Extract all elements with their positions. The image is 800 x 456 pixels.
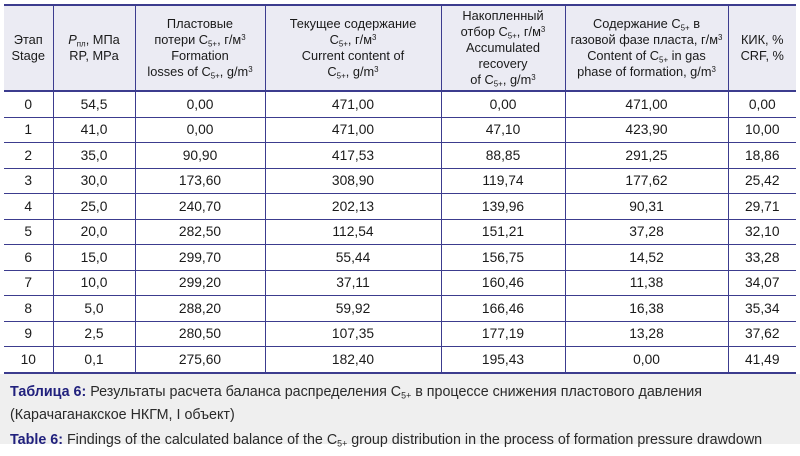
table-cell: 107,35 xyxy=(265,321,441,347)
table-cell: 47,10 xyxy=(441,117,565,143)
table-cell: 33,28 xyxy=(728,245,796,271)
table-cell: 41,49 xyxy=(728,347,796,373)
table-cell: 8 xyxy=(4,296,53,322)
column-header-stage xyxy=(4,5,53,91)
header-line: $C_{5+}$, $г/м^3$ xyxy=(329,32,377,49)
table-row xyxy=(4,245,796,271)
table-row xyxy=(4,321,796,347)
header-line: Stage xyxy=(11,48,45,63)
table-cell: 37,62 xyxy=(728,321,796,347)
header-line: $P_{пл}$, МПа xyxy=(68,32,120,49)
table-cell: 5,0 xyxy=(53,296,135,322)
column-header-gas-phase-content xyxy=(565,5,728,91)
table-row xyxy=(4,117,796,143)
column-header-formation-losses xyxy=(135,5,265,91)
table-cell: 20,0 xyxy=(53,219,135,245)
table-cell: 282,50 xyxy=(135,219,265,245)
header-line: Этап xyxy=(13,32,43,47)
header-line: of $C_{5+}$, $g/m^3$ xyxy=(470,72,536,89)
table-cell: 299,70 xyxy=(135,245,265,271)
table-cell: 202,13 xyxy=(265,194,441,220)
table-cell: 471,00 xyxy=(565,91,728,117)
header-line: Content of $C_{5+}$ in gas xyxy=(587,48,706,65)
table-cell: 240,70 xyxy=(135,194,265,220)
table-cell: 1 xyxy=(4,117,53,143)
table-cell: 25,42 xyxy=(728,168,796,194)
table-row xyxy=(4,91,796,117)
table-cell: 119,74 xyxy=(441,168,565,194)
table-cell: 308,90 xyxy=(265,168,441,194)
table-cell: 34,07 xyxy=(728,270,796,296)
table-cell: 156,75 xyxy=(441,245,565,271)
table-cell: 4 xyxy=(4,194,53,220)
table-cell: 16,38 xyxy=(565,296,728,322)
table-cell: 25,0 xyxy=(53,194,135,220)
header-line: Пластовые xyxy=(166,16,234,31)
table-cell: 37,11 xyxy=(265,270,441,296)
table-cell: 288,20 xyxy=(135,296,265,322)
table-cell: 160,46 xyxy=(441,270,565,296)
table-cell: 10,00 xyxy=(728,117,796,143)
column-header-current-content xyxy=(265,5,441,91)
table-row xyxy=(4,194,796,220)
table-cell: 471,00 xyxy=(265,91,441,117)
table-cell: 280,50 xyxy=(135,321,265,347)
header-line: Текущее содержание xyxy=(289,16,417,31)
table-cell: 0,00 xyxy=(135,117,265,143)
table-body xyxy=(4,91,796,373)
table-cell: 275,60 xyxy=(135,347,265,373)
header-line: Содержание $C_{5+}$ в xyxy=(593,16,700,33)
table-cell: 90,31 xyxy=(565,194,728,220)
table-cell: 7 xyxy=(4,270,53,296)
header-line: КИК, % xyxy=(740,32,784,47)
table-cell: 90,90 xyxy=(135,143,265,169)
header-line: phase of formation, $g/m^3$ xyxy=(577,64,716,79)
caption-ru-line1: Таблица 6: Результаты расчета баланса распределения $C_{5+}$ в процессе снижения пластового давления xyxy=(10,383,702,401)
table-cell: 11,38 xyxy=(565,270,728,296)
table-cell: 471,00 xyxy=(265,117,441,143)
table-cell: 3 xyxy=(4,168,53,194)
table-cell: 10 xyxy=(4,347,53,373)
table-cell: 177,19 xyxy=(441,321,565,347)
table-cell: 2,5 xyxy=(53,321,135,347)
table-row xyxy=(4,143,796,169)
header-line: отбор $C_{5+}$, $г/м^3$ xyxy=(460,24,546,41)
header-line: Accumulated recovery xyxy=(466,40,540,71)
header-line: $C_{5+}$, $g/m^3$ xyxy=(327,64,379,81)
table-cell: 9 xyxy=(4,321,53,347)
table-cell: 0,00 xyxy=(135,91,265,117)
table-cell: 173,60 xyxy=(135,168,265,194)
table-cell: 32,10 xyxy=(728,219,796,245)
header-line: RP, MPa xyxy=(69,48,119,63)
column-header-reservoir-pressure xyxy=(53,5,135,91)
table-cell: 30,0 xyxy=(53,168,135,194)
table-cell: 54,5 xyxy=(53,91,135,117)
table-cell: 195,43 xyxy=(441,347,565,373)
table-cell: 35,0 xyxy=(53,143,135,169)
table-caption xyxy=(0,374,800,449)
table-cell: 423,90 xyxy=(565,117,728,143)
table-cell: 5 xyxy=(4,219,53,245)
table-cell: 291,25 xyxy=(565,143,728,169)
table-cell: 177,62 xyxy=(565,168,728,194)
table-cell: 166,46 xyxy=(441,296,565,322)
column-header-crf xyxy=(728,5,796,91)
table-row xyxy=(4,168,796,194)
header-line: потери $C_{5+}$, $г/м^3$ xyxy=(154,32,246,49)
header-line: losses of $C_{5+}$, $g/m^3$ xyxy=(147,64,253,81)
table-cell: 15,0 xyxy=(53,245,135,271)
header-line: Current content of xyxy=(301,48,405,63)
table-cell: 29,71 xyxy=(728,194,796,220)
table-cell: 41,0 xyxy=(53,117,135,143)
table-cell: 59,92 xyxy=(265,296,441,322)
table-cell: 0 xyxy=(4,91,53,117)
table-cell: 88,85 xyxy=(441,143,565,169)
table-cell: 13,28 xyxy=(565,321,728,347)
table-cell: 151,21 xyxy=(441,219,565,245)
table-cell: 417,53 xyxy=(265,143,441,169)
caption-en: Table 6: Findings of the calculated balance of the $C_{5+}$ group distribution in the process of formation pressure drawdown xyxy=(10,431,763,449)
table-header-row xyxy=(4,5,796,91)
table-cell: 6 xyxy=(4,245,53,271)
table-cell: 35,34 xyxy=(728,296,796,322)
balance-distribution-table xyxy=(4,4,796,374)
table-row xyxy=(4,296,796,322)
table-cell: 18,86 xyxy=(728,143,796,169)
table-row xyxy=(4,347,796,373)
table-cell: 112,54 xyxy=(265,219,441,245)
table-cell: 0,00 xyxy=(565,347,728,373)
table-cell: 182,40 xyxy=(265,347,441,373)
header-line: CRF, % xyxy=(740,48,784,63)
table-cell: 2 xyxy=(4,143,53,169)
header-line: Formation xyxy=(171,48,229,63)
table-cell: 299,20 xyxy=(135,270,265,296)
header-line: газовой фазе пласта, $г/м^3$ xyxy=(570,32,723,47)
table-cell: 55,44 xyxy=(265,245,441,271)
table-cell: 0,00 xyxy=(441,91,565,117)
table-row xyxy=(4,270,796,296)
table-cell: 139,96 xyxy=(441,194,565,220)
table-cell: 0,1 xyxy=(53,347,135,373)
header-line: Накопленный xyxy=(462,8,544,23)
column-header-accumulated-recovery xyxy=(441,5,565,91)
table-cell: 10,0 xyxy=(53,270,135,296)
table-cell: 0,00 xyxy=(728,91,796,117)
table-row xyxy=(4,219,796,245)
table-cell: 37,28 xyxy=(565,219,728,245)
caption-ru-line2: (Карачаганакское НКГМ, I объект) xyxy=(10,406,235,423)
table-cell: 14,52 xyxy=(565,245,728,271)
